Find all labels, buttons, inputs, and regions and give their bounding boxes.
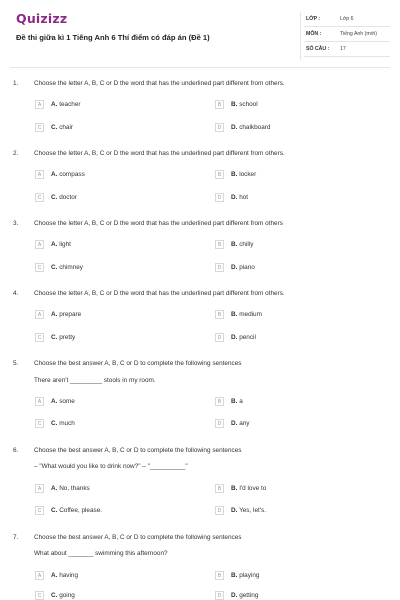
- option-text: going: [59, 592, 75, 599]
- option-prefix: B.: [231, 572, 238, 579]
- option-prefix: D.: [231, 194, 238, 201]
- option-text: having: [59, 572, 79, 579]
- option-text: hot: [239, 194, 249, 201]
- meta-separator: [300, 12, 301, 60]
- option-prefix: A.: [51, 101, 58, 108]
- option-letter-box: C: [35, 419, 44, 428]
- option-letter-box: C: [35, 263, 44, 272]
- worksheet-meta: [304, 12, 390, 57]
- option-text: Coffee, please.: [59, 507, 103, 514]
- option-prefix: A.: [51, 241, 58, 248]
- option-text: teacher: [59, 101, 81, 108]
- question-text: Choose the best answer A, B, C or D to complete the following sentences: [34, 447, 242, 454]
- option-letter-box: D: [215, 506, 224, 515]
- question-number: 2.: [13, 150, 19, 157]
- option-prefix: A.: [51, 311, 58, 318]
- option-prefix: A.: [51, 171, 58, 178]
- question-text: Choose the best answer A, B, C or D to complete the following sentences: [34, 360, 242, 367]
- question-text: Choose the letter A, B, C or D the word that has the underlined part different from others.: [34, 80, 285, 87]
- question-sentence: – "What would you like to drink now?" – "__________": [34, 463, 188, 470]
- worksheet-title: Đề thi giữa kì 1 Tiếng Anh 6 Thí điểm có đáp án (Đề 1): [16, 33, 210, 42]
- option-text: school: [239, 101, 258, 108]
- meta-row-class: [304, 12, 390, 27]
- option-letter-box: A: [35, 484, 44, 493]
- option-prefix: C.: [51, 420, 58, 427]
- option-prefix: C.: [51, 507, 58, 514]
- option-text: medium: [239, 311, 262, 318]
- option-text: chilly: [239, 241, 254, 248]
- option-prefix: C.: [51, 592, 58, 599]
- meta-row-count: [304, 42, 390, 57]
- option-prefix: B.: [231, 398, 238, 405]
- option-letter-box: A: [35, 397, 44, 406]
- option-text: pencil: [239, 334, 256, 341]
- option-text: some: [59, 398, 75, 405]
- question-text: Choose the letter A, B, C or D the word that has the underlined part different from others: [34, 220, 283, 227]
- question-number: 6.: [13, 447, 19, 454]
- question-number: 5.: [13, 360, 19, 367]
- option-letter-box: D: [215, 333, 224, 342]
- question-number: 3.: [13, 220, 19, 227]
- question-text: Choose the best answer A, B, C or D to complete the following sentences: [34, 534, 242, 541]
- option-text: chimney: [59, 264, 83, 271]
- option-prefix: B.: [231, 101, 238, 108]
- question-sentence: There aren't _________ stools in my room.: [34, 377, 156, 384]
- option-text: prepare: [59, 311, 82, 318]
- option-prefix: D.: [231, 507, 238, 514]
- option-prefix: A.: [51, 398, 58, 405]
- option-letter-box: A: [35, 310, 44, 319]
- option-prefix: D.: [231, 264, 238, 271]
- option-letter-box: D: [215, 263, 224, 272]
- question-sentence: What about _______ swimming this afternoon?: [34, 550, 168, 557]
- question-text: Choose the letter A, B, C or D the word that has the underlined part different from others.: [34, 150, 285, 157]
- option-letter-box: B: [215, 170, 224, 179]
- option-letter-box: D: [215, 591, 224, 600]
- option-prefix: B.: [231, 241, 238, 248]
- option-prefix: D.: [231, 124, 238, 131]
- subject-label: MÔN :: [306, 31, 322, 37]
- question-text: Choose the letter A, B, C or D the word that has the underlined part different from others.: [34, 290, 285, 297]
- option-text: pretty: [59, 334, 76, 341]
- option-text: light: [59, 241, 71, 248]
- option-text: I'd love to: [239, 485, 267, 492]
- question-count-value: 17: [340, 46, 346, 52]
- option-text: Yes, let's.: [239, 507, 266, 514]
- header-divider: [10, 67, 390, 68]
- option-text: getting: [239, 592, 259, 599]
- option-text: playing: [239, 572, 260, 579]
- option-letter-box: D: [215, 419, 224, 428]
- quizizz-logo: Quizizz: [16, 11, 68, 26]
- question-number: 7.: [13, 534, 19, 541]
- option-prefix: B.: [231, 485, 238, 492]
- class-value: Lớp 6: [340, 16, 354, 22]
- option-letter-box: B: [215, 310, 224, 319]
- option-prefix: A.: [51, 572, 58, 579]
- worksheet-header: [0, 0, 400, 66]
- option-letter-box: C: [35, 123, 44, 132]
- option-text: a: [239, 398, 243, 405]
- option-letter-box: B: [215, 484, 224, 493]
- option-prefix: A.: [51, 485, 58, 492]
- class-label: LỚP :: [306, 16, 321, 22]
- option-text: chalkboard: [239, 124, 271, 131]
- option-prefix: C.: [51, 124, 58, 131]
- option-prefix: C.: [51, 194, 58, 201]
- question-number: 4.: [13, 290, 19, 297]
- question-number: 1.: [13, 80, 19, 87]
- option-letter-box: A: [35, 240, 44, 249]
- option-prefix: C.: [51, 334, 58, 341]
- option-prefix: D.: [231, 592, 238, 599]
- option-text: piano: [239, 264, 255, 271]
- option-prefix: D.: [231, 420, 238, 427]
- option-prefix: C.: [51, 264, 58, 271]
- option-text: doctor: [59, 194, 77, 201]
- meta-row-subject: [304, 27, 390, 42]
- option-text: No, thanks: [59, 485, 90, 492]
- option-letter-box: B: [215, 240, 224, 249]
- option-letter-box: B: [215, 397, 224, 406]
- option-letter-box: D: [215, 123, 224, 132]
- option-letter-box: A: [35, 571, 44, 580]
- option-letter-box: C: [35, 193, 44, 202]
- option-letter-box: B: [215, 571, 224, 580]
- option-letter-box: C: [35, 591, 44, 600]
- option-letter-box: B: [215, 100, 224, 109]
- option-letter-box: D: [215, 193, 224, 202]
- option-prefix: D.: [231, 334, 238, 341]
- option-letter-box: A: [35, 100, 44, 109]
- option-text: chair: [59, 124, 74, 131]
- option-text: compass: [59, 171, 85, 178]
- option-letter-box: C: [35, 506, 44, 515]
- option-letter-box: A: [35, 170, 44, 179]
- option-text: much: [59, 420, 75, 427]
- option-text: locker: [239, 171, 257, 178]
- option-text: any: [239, 420, 250, 427]
- option-letter-box: C: [35, 333, 44, 342]
- option-prefix: B.: [231, 171, 238, 178]
- option-prefix: B.: [231, 311, 238, 318]
- question-count-label: SỐ CÂU :: [306, 46, 330, 52]
- subject-value: Tiếng Anh (mới): [340, 31, 377, 37]
